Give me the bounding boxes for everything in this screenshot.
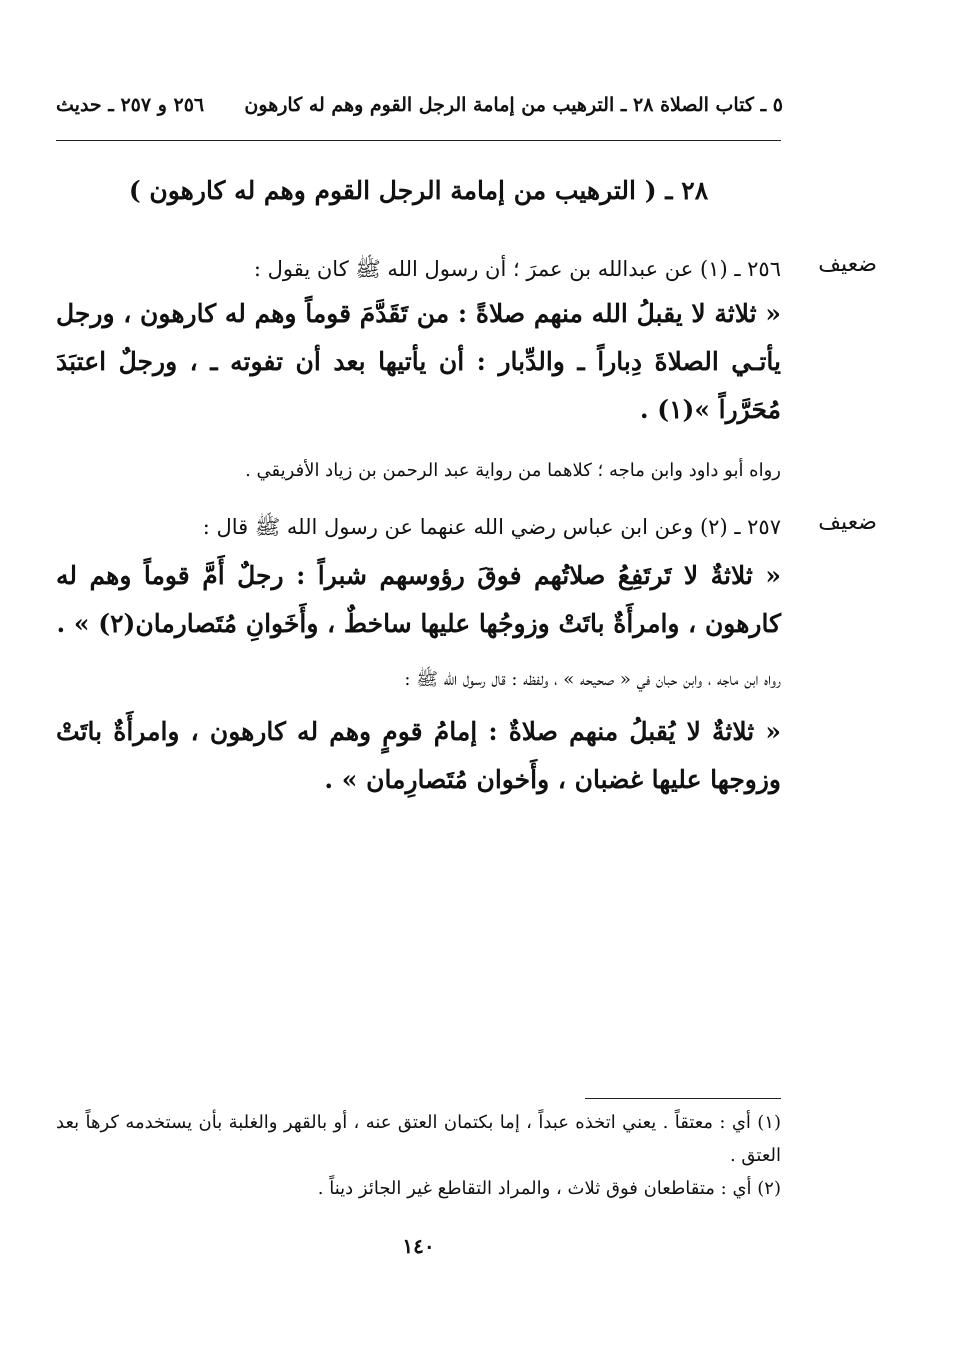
header-divider [56,140,781,141]
hadith-256-source: رواه أبو داود وابن ماجه ؛ كلاهما من رواية عبد الرحمن بن زياد الأفريقي . [245,460,781,481]
footnote-divider [585,1098,781,1099]
hadith-257-text: « ثلاثةٌ لا تَرتَفِعُ صلاتُهم فوقَ رؤوسهم شبراً : رجلٌ أَمَّ قوماً وهم له كارهون ، وامرأَةٌ باتَتْ وزوجُها عليها ساخطٌ ، وأَخَوانِ مُتَصارمان(٢) » . [56,561,781,638]
hadith-257-source: رواه ابن ماجه ، وابن حبان في « صحيحه » ، ولفظه : قال رسول الله ﷺ : [404,669,781,690]
hadith-257-intro: ٢٥٧ ـ (٢) وعن ابن عباس رضي الله عنهما عن رسول الله ﷺ قال : [202,515,781,539]
running-header-hadith-range: ٢٥٦ و ٢٥٧ ـ حديث [56,94,205,116]
running-header-chapter: ٥ ـ كتاب الصلاة ٢٨ ـ الترهيب من إمامة الرجل القوم وهم له كارهون [244,94,783,116]
footnote-1: (١) أي : معتقاً . يعني اتخذه عبداً ، إما بكتمان العتق عنه ، أو بالقهر والغلبة بأن يستخدمه كرهاً بعد العتق . [56,1112,781,1166]
hadith-256-intro: ٢٥٦ ـ (١) عن عبدالله بن عمرَ ؛ أن رسول الله ﷺ كان يقول : [253,257,781,281]
footnotes [56,1106,781,1205]
running-header [56,88,783,122]
chapter-title: ٢٨ ـ ( الترهيب من إمامة الرجل القوم وهم له كارهون ) [128,176,709,205]
hadith-256-text: « ثلاثة لا يقبلُ الله منهم صلاةً : من تَقَدَّمَ قوماً وهم له كارهون ، ورجل يأتـي الصلاةَ دِباراً ـ والدِّبار : أن يأتيها بعد أن تفوته ـ ، ورجلٌ اعتبَدَ مُحَرَّراً »(١) . [56,299,781,424]
footnote-2: (٢) أي : متقاطعان فوق ثلاث ، والمراد التقاطع غير الجائز ديناً . [317,1178,781,1199]
page-number: ١٤٠ [402,1234,435,1258]
hadith-257-alt-text: « ثلاثةٌ لا يُقبلُ منهم صلاةٌ : إمامُ قومٍ وهم له كارهون ، وامرأَةٌ باتَتْ وزوجها عليها غضبان ، وأَخوان مُتَصارِمان » . [56,717,781,794]
grade-label-256: ضعيف [818,252,877,277]
grade-label-257: ضعيف [818,510,877,535]
